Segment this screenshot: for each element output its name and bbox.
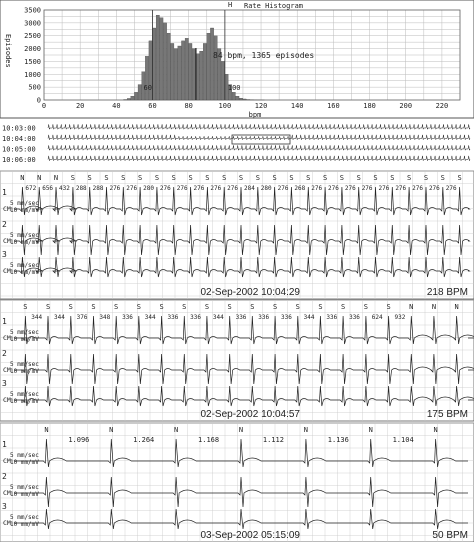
- ecg-scale-cm: CM: [3, 489, 11, 497]
- ecg-rr-interval: 276: [210, 185, 222, 192]
- ecg-rr-interval: 344: [144, 314, 156, 321]
- ecg-scale-cm: CM: [3, 237, 11, 245]
- ecg-rr-interval: 276: [311, 185, 323, 192]
- histogram-bar: [138, 85, 141, 100]
- ecg-beat-label: N: [37, 174, 42, 182]
- ecg-beat-label: S: [204, 303, 210, 311]
- trend-row-label: 10:06:00: [2, 156, 36, 164]
- ecg-rr-interval: 1.168: [198, 436, 220, 444]
- histogram-x-tick: 0: [41, 102, 47, 110]
- ecg-timestamp: 03-Sep-2002 05:15:09: [200, 530, 300, 541]
- histogram-bar: [153, 28, 156, 100]
- histogram-marker-label: 100: [227, 84, 241, 92]
- ecg-beat-label: S: [255, 174, 260, 182]
- ecg-beat-label: N: [109, 426, 114, 434]
- ecg-rr-interval: 276: [428, 185, 440, 192]
- ecg-rr-interval: 336: [235, 314, 247, 321]
- ecg-beat-label: S: [114, 303, 119, 311]
- ecg-scale-speed: 5 mm/sec: [10, 484, 39, 491]
- ecg-rr-interval: 672: [25, 185, 37, 192]
- ecg-rr-interval: 656: [42, 185, 54, 192]
- histogram-bar: [214, 36, 217, 100]
- trend-strips: [0, 120, 474, 164]
- histogram-xlabel: bpm: [248, 111, 262, 119]
- ecg-beat-label: N: [303, 426, 308, 434]
- ecg-scale-gain: 10 mm/mV: [10, 269, 39, 276]
- ecg-beat-label: N: [454, 303, 459, 311]
- ecg-channel-number: 3: [2, 502, 7, 511]
- ecg-rr-interval: 432: [59, 185, 70, 192]
- ecg-rr-interval: 280: [260, 185, 272, 192]
- ecg-rr-interval: 276: [445, 185, 457, 192]
- ecg-beat-label: S: [205, 174, 210, 182]
- histogram-bar: [131, 96, 134, 100]
- ecg-rr-interval: 276: [176, 185, 188, 192]
- histogram-x-tick: 140: [290, 102, 304, 110]
- ecg-channel-number: 1: [2, 440, 7, 449]
- ecg-rr-interval: 288: [75, 185, 87, 192]
- ecg-channel-number: 2: [2, 220, 7, 229]
- histogram-y-tick: 0: [36, 96, 41, 105]
- ecg-beat-label: S: [238, 174, 244, 182]
- ecg-beat-label: S: [440, 174, 445, 182]
- ecg-beat-label: S: [390, 174, 395, 182]
- histogram-y-tick: 1500: [24, 57, 41, 66]
- histogram-bar: [124, 99, 127, 100]
- ecg-scale-speed: 5 mm/sec: [10, 262, 39, 269]
- histogram-bar: [232, 92, 235, 100]
- histogram-x-tick: 120: [254, 102, 268, 110]
- ecg-rr-interval: 336: [280, 314, 292, 321]
- ecg-beat-label: S: [182, 303, 187, 311]
- histogram-marker-label: 60: [143, 84, 152, 92]
- ecg-rr-interval: 276: [361, 185, 373, 192]
- ecg-scale-gain: 10 mm/mV: [10, 207, 39, 214]
- ecg-channel-number: 3: [2, 379, 7, 388]
- ecg-scale-speed: 5 mm/sec: [10, 200, 39, 207]
- ecg-beat-label: S: [386, 303, 391, 311]
- ecg-beat-label: S: [222, 174, 227, 182]
- histogram-x-tick: 220: [435, 102, 449, 110]
- ecg-scale-cm: CM: [3, 205, 11, 213]
- ecg-beat-label: S: [159, 303, 164, 311]
- ecg-rr-interval: 336: [326, 314, 338, 321]
- ecg-rr-interval: 276: [412, 185, 423, 192]
- ecg-rr-interval: 276: [277, 185, 289, 192]
- histogram-bar: [200, 51, 203, 100]
- histogram-y-tick: 2000: [24, 45, 41, 54]
- trend-frame: [0, 120, 474, 164]
- ecg-scale-cm: CM: [3, 334, 11, 342]
- ecg-timestamp: 02-Sep-2002 10:04:57: [200, 409, 300, 420]
- histogram-bar: [171, 43, 174, 100]
- ecg-beat-label: S: [104, 174, 109, 182]
- ecg-rr-interval: 932: [394, 314, 406, 321]
- ecg-beat-label: N: [53, 174, 59, 182]
- histogram-x-tick: 180: [363, 102, 376, 110]
- ecg-beat-label: S: [407, 174, 412, 182]
- ecg-beat-label: S: [171, 174, 176, 182]
- histogram-bar: [174, 49, 177, 100]
- histogram-bar: [145, 56, 148, 100]
- ecg-scale-gain: 10 mm/mV: [10, 491, 39, 498]
- ecg-strip-1: [0, 171, 474, 299]
- ecg-beat-label: S: [322, 174, 328, 182]
- ecg-rr-interval: 276: [193, 185, 205, 192]
- histogram-bar: [203, 43, 206, 100]
- ecg-rr-interval: 276: [109, 185, 121, 192]
- ecg-rr-interval: 1.104: [392, 436, 414, 444]
- trend-row-label: 10:03:00: [2, 124, 36, 133]
- ecg-beat-label: S: [457, 174, 462, 182]
- ecg-rr-interval: 1.096: [68, 436, 90, 444]
- ecg-channel-number: 1: [2, 188, 7, 197]
- ecg-beat-label: N: [174, 426, 179, 434]
- ecg-beat-label: S: [339, 174, 344, 182]
- histogram-bar: [239, 98, 242, 100]
- ecg-rr-interval: 1.264: [133, 436, 155, 444]
- ecg-beat-label: S: [188, 174, 193, 182]
- histogram-y-tick: 2500: [24, 32, 41, 41]
- ecg-scale-speed: 5 mm/sec: [10, 329, 39, 336]
- ecg-scale-gain: 10 mm/mV: [10, 398, 39, 405]
- ecg-scale-cm: CM: [3, 457, 11, 465]
- ecg-rr-interval: 288: [92, 185, 104, 192]
- ecg-beat-label: S: [272, 174, 277, 182]
- ecg-scale-speed: 5 mm/sec: [10, 361, 39, 368]
- histogram-x-tick: 40: [112, 102, 121, 110]
- histogram-y-tick: 3500: [24, 6, 41, 15]
- ecg-beat-label: S: [423, 174, 429, 182]
- histogram-bar: [178, 46, 181, 100]
- histogram-x-tick: 60: [148, 102, 157, 110]
- histogram-y-tick: 3000: [24, 19, 41, 28]
- ecg-rr-interval: 268: [294, 185, 306, 192]
- ecg-scale-gain: 10 mm/mV: [10, 336, 39, 343]
- histogram-x-tick: 20: [75, 102, 85, 110]
- ecg-rr-interval: 624: [371, 314, 383, 321]
- histogram-bar: [221, 61, 224, 100]
- ecg-rr-interval: 336: [122, 314, 133, 321]
- ecg-rr-interval: 280: [143, 185, 154, 192]
- trend-row-label: 10:05:00: [2, 145, 36, 154]
- ecg-rr-interval: 276: [344, 185, 356, 192]
- ecg-scale-gain: 10 mm/mV: [10, 368, 39, 375]
- ecg-strip-3: [0, 423, 474, 542]
- ecg-rr-interval: 276: [159, 185, 171, 192]
- rate-histogram: [0, 0, 474, 119]
- histogram-bar: [185, 38, 188, 100]
- ecg-rr-interval: 344: [31, 314, 43, 321]
- histogram-title-prefix: H: [228, 1, 233, 9]
- ecg-beat-label: S: [250, 303, 255, 311]
- ecg-channel-number: 2: [2, 349, 7, 358]
- histogram-bar: [192, 49, 195, 100]
- ecg-beat-label: S: [45, 303, 51, 311]
- ecg-beat-label: N: [368, 426, 373, 434]
- ecg-timestamp: 02-Sep-2002 10:04:29: [200, 287, 300, 298]
- ecg-rr-interval: 1.136: [327, 436, 349, 444]
- ecg-scale-speed: 5 mm/sec: [10, 452, 39, 459]
- ecg-scale-cm: CM: [3, 396, 11, 404]
- histogram-ylabel: Episodes: [4, 34, 12, 68]
- ecg-rr-interval: 276: [328, 185, 339, 192]
- ecg-rate: 50 BPM: [432, 530, 468, 541]
- ecg-rr-interval: 336: [190, 314, 202, 321]
- trend-row-label: 10:04:00: [2, 135, 36, 143]
- ecg-channel-number: 2: [2, 472, 7, 481]
- ecg-scale-cm: CM: [3, 366, 11, 374]
- ecg-rr-interval: 344: [212, 314, 224, 321]
- ecg-beat-label: S: [227, 303, 232, 311]
- ecg-beat-label: S: [138, 174, 143, 182]
- histogram-bar: [236, 96, 239, 100]
- histogram-bar: [167, 33, 170, 100]
- ecg-rr-interval: 276: [395, 185, 407, 192]
- histogram-bar: [160, 18, 163, 100]
- ecg-beat-label: S: [318, 303, 323, 311]
- histogram-bar: [163, 23, 166, 100]
- ecg-scale-gain: 10 mm/mV: [10, 521, 39, 528]
- ecg-rr-interval: 284: [243, 185, 255, 192]
- ecg-rr-interval: 276: [227, 185, 239, 192]
- histogram-bar: [134, 92, 137, 100]
- ecg-beat-label: N: [238, 426, 244, 434]
- ecg-beat-label: S: [136, 303, 141, 311]
- ecg-rr-interval: 276: [126, 185, 138, 192]
- ecg-channel-number: 3: [2, 250, 7, 259]
- ecg-scale-gain: 10 mm/mV: [10, 239, 39, 246]
- histogram-title: Rate Histogram: [244, 2, 304, 10]
- ecg-rr-interval: 336: [258, 314, 270, 321]
- ecg-beat-label: S: [356, 174, 361, 182]
- ecg-strip-2: [0, 300, 474, 421]
- ecg-beat-label: N: [433, 426, 438, 434]
- ecg-beat-label: S: [70, 174, 75, 182]
- histogram-x-tick: 80: [184, 102, 193, 110]
- ecg-rr-interval: 1.112: [262, 436, 284, 444]
- ecg-beat-label: S: [341, 303, 346, 311]
- ecg-beat-label: S: [91, 303, 96, 311]
- ecg-rr-interval: 344: [303, 314, 315, 321]
- ecg-beat-label: S: [289, 174, 294, 182]
- histogram-x-tick: 200: [399, 102, 413, 110]
- ecg-scale-speed: 5 mm/sec: [10, 232, 39, 239]
- ecg-rr-interval: 336: [349, 314, 360, 321]
- ecg-beat-label: S: [68, 303, 73, 311]
- ecg-beat-label: S: [154, 174, 160, 182]
- histogram-bar: [189, 43, 192, 100]
- ecg-beat-label: S: [373, 174, 378, 182]
- ecg-beat-label: S: [272, 303, 278, 311]
- histogram-bar: [207, 33, 210, 100]
- ecg-channel-number: 1: [2, 317, 7, 326]
- ecg-beat-label: N: [20, 174, 25, 182]
- ecg-beat-label: N: [409, 303, 414, 311]
- histogram-bar: [210, 28, 213, 100]
- ecg-beat-label: N: [44, 426, 49, 434]
- ecg-scale-cm: CM: [3, 519, 11, 527]
- histogram-bar: [181, 41, 184, 100]
- ecg-rr-interval: 348: [99, 314, 111, 321]
- histogram-y-tick: 1000: [24, 70, 41, 79]
- histogram-bar: [247, 99, 250, 100]
- ecg-scale-speed: 5 mm/sec: [10, 514, 39, 521]
- histogram-bar: [156, 15, 159, 100]
- histogram-x-tick: 100: [218, 102, 232, 110]
- histogram-bar: [127, 98, 130, 100]
- histogram-annotation: 84 bpm, 1365 episodes: [213, 51, 315, 60]
- histogram-bar: [243, 99, 246, 100]
- ecg-scale-cm: CM: [3, 267, 11, 275]
- ecg-beat-label: S: [295, 303, 300, 311]
- ecg-beat-label: S: [121, 174, 126, 182]
- histogram-x-tick: 160: [327, 102, 340, 110]
- ecg-rr-interval: 276: [378, 185, 390, 192]
- ecg-rr-interval: 344: [53, 314, 65, 321]
- ecg-rr-interval: 376: [76, 314, 88, 321]
- ecg-scale-gain: 10 mm/mV: [10, 459, 39, 466]
- ecg-beat-label: S: [306, 174, 311, 182]
- ecg-scale-speed: 5 mm/sec: [10, 391, 39, 398]
- ecg-beat-label: S: [363, 303, 368, 311]
- ecg-beat-label: S: [87, 174, 92, 182]
- ecg-rate: 218 BPM: [426, 287, 468, 298]
- histogram-y-tick: 500: [28, 83, 41, 92]
- ecg-rr-interval: 336: [167, 314, 179, 321]
- ecg-beat-label: N: [431, 303, 437, 311]
- ecg-beat-label: S: [23, 303, 28, 311]
- ecg-rate: 175 BPM: [426, 409, 468, 420]
